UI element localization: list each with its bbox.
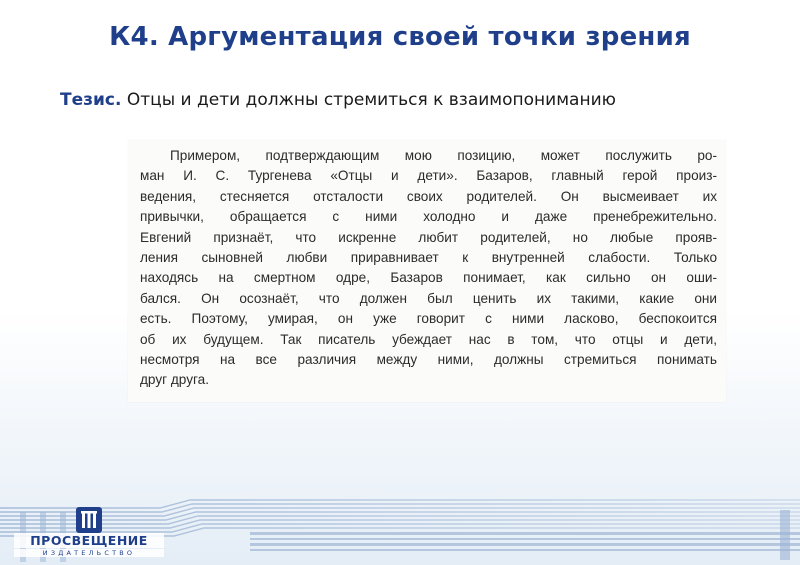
prosveshchenie-logo-icon [76, 507, 102, 533]
excerpt-line: находясь на смертном одре, Базаров понимает, как сильно он оши- [140, 270, 717, 286]
excerpt-text [140, 146, 717, 391]
excerpt-line: ведения, стесняется отсталости своих родителей. Он высмеивает их [140, 188, 717, 204]
thesis-label: Тезис. [60, 90, 122, 110]
publisher-logo [14, 505, 164, 560]
excerpt-line: несмотря на все различия между ними, должны стремиться понимать [140, 352, 717, 368]
excerpt-line: Евгений признаёт, что искренне любит родителей, но любые прояв- [140, 229, 717, 245]
excerpt-image [128, 140, 726, 402]
thesis [60, 90, 760, 110]
publisher-subtitle: ИЗДАТЕЛЬСТВО [14, 549, 164, 557]
excerpt-line: ления сыновней любви приравнивает к внутренней слабости. Только [140, 250, 717, 266]
excerpt-line: друг друга. [140, 372, 210, 388]
excerpt-line: ман И. С. Тургенева «Отцы и дети». Базаров, главный герой произ- [140, 168, 717, 184]
slide-title: К4. Аргументация своей точки зрения [109, 22, 691, 52]
thesis-text: Отцы и дети должны стремиться к взаимопониманию [126, 90, 616, 110]
excerpt-line: есть. Поэтому, умирая, он уже говорит с ними ласково, беспокоится [140, 311, 717, 327]
excerpt-line: бался. Он осознаёт, что должен был ценить их такими, какие они [140, 290, 717, 306]
excerpt-line: Примером, подтверждающим мою позицию, может послужить ро- [170, 148, 717, 163]
publisher-name: ПРОСВЕЩЕНИЕ [14, 533, 164, 548]
excerpt-line: об их будущем. Так писатель убеждает нас в том, что отцы и дети, [140, 331, 717, 347]
excerpt-line: привычки, обращается с ними холодно и даже пренебрежительно. [140, 209, 717, 225]
